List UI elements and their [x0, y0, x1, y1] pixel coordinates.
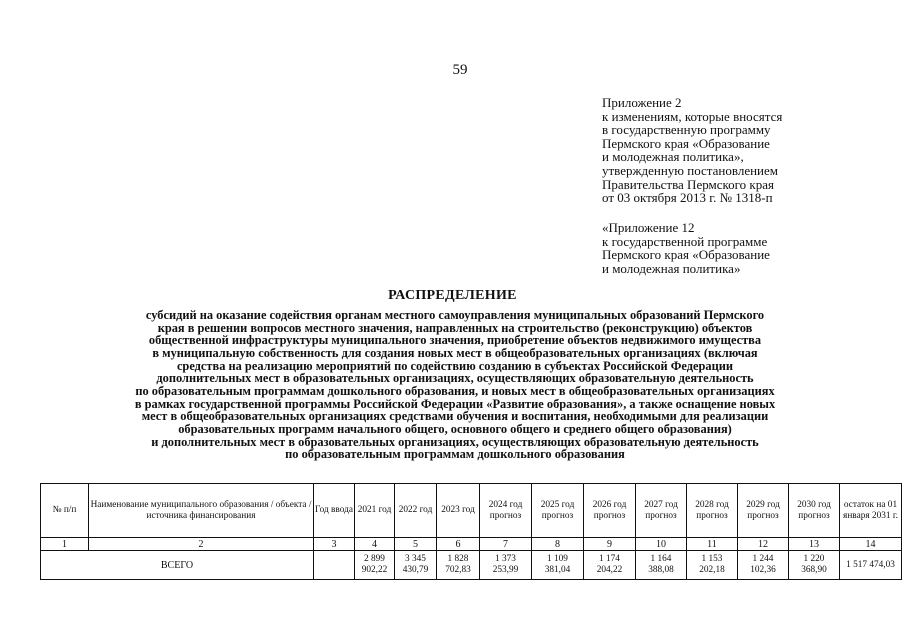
total-2025: [532, 551, 584, 580]
header-cell-2023: 2023 год: [437, 484, 480, 538]
column-number: 14: [840, 538, 902, 551]
quote-line: Пермского края «Образование: [602, 247, 770, 263]
column-number: 12: [738, 538, 789, 551]
quote-line: «Приложение 12: [602, 220, 695, 235]
total-2030: [789, 551, 840, 580]
total-2026-line2: 204,22: [596, 565, 623, 575]
header-cell-2028: 2028 год прогноз: [687, 484, 738, 538]
total-2027-line2: 388,08: [648, 565, 674, 575]
appendix-line: к изменениям, которые вносятся: [602, 108, 783, 124]
column-number: 4: [355, 538, 395, 551]
column-number: 13: [789, 538, 840, 551]
total-2030-line2: 368,90: [801, 565, 827, 575]
subtitle-line: мест в общеобразовательных организациях средствами обучения и воспитания, необходимыми для реализации: [141, 409, 769, 424]
column-number: 8: [532, 538, 584, 551]
total-2027-line1: 1 164: [650, 554, 672, 564]
column-number: 10: [636, 538, 687, 551]
header-cell-number: № п/п: [41, 484, 89, 538]
page-number: 59: [452, 62, 468, 78]
header-cell-remainder: остаток на 01 января 2031 г.: [840, 484, 902, 538]
total-2023-line1: 1 828: [447, 554, 469, 564]
total-label: ВСЕГО: [41, 551, 314, 580]
total-2029-line2: 102,36: [750, 565, 776, 575]
appendix-block: [602, 96, 782, 205]
document-title: РАСПРЕДЕЛЕНИЕ: [388, 288, 517, 303]
appendix-line: Пермского края «Образование: [602, 135, 770, 151]
column-number: 11: [687, 538, 738, 551]
total-2023: [437, 551, 480, 580]
total-2022-line2: 430,79: [402, 565, 429, 575]
total-2024: [480, 551, 532, 580]
subtitle-line: общественной инфраструктуры муниципального значения, приобретение объектов недвижимого имущества: [148, 333, 762, 348]
subtitle-line: средства на реализацию мероприятий по содействию созданию в субъектах Российской Федерации: [176, 358, 734, 373]
appendix-line: и молодежная политика»,: [602, 149, 744, 165]
subtitle-line: по образовательным программам дошкольного образования, и новых мест в общеобразовательных организациях: [135, 383, 775, 398]
table-header-row: [41, 484, 902, 538]
appendix-line: утвержденную постановлением: [602, 162, 779, 178]
column-number: 3: [314, 538, 355, 551]
total-year-input: [314, 551, 355, 580]
total-2021-line2: 902,22: [361, 565, 388, 575]
header-cell-name: Наименование муниципального образования / объекта / источника финансирования: [89, 484, 314, 538]
total-2023-line2: 702,83: [445, 565, 471, 575]
header-cell-2029: 2029 год прогноз: [738, 484, 789, 538]
total-2030-line1: 1 220: [803, 554, 825, 564]
subtitle-line: субсидий на оказание содействия органам местного самоуправления муниципальных образований Пермского: [145, 308, 765, 322]
column-number: 7: [480, 538, 532, 551]
subtitle-line: края в решении вопросов местного значения, направленных на строительство (реконструкцию) объектов: [157, 320, 753, 335]
header-cell-2025: 2025 год прогноз: [532, 484, 584, 538]
appendix-line: Правительства Пермского края: [602, 176, 774, 192]
column-number: 9: [584, 538, 636, 551]
column-number: 6: [437, 538, 480, 551]
total-2021: [355, 551, 395, 580]
total-2029-line1: 1 244: [752, 554, 774, 564]
subtitle-line: по образовательным программам дошкольного образования: [285, 447, 625, 462]
total-2024-line1: 1 373: [495, 554, 516, 564]
appendix-line: Приложение 2: [602, 95, 682, 110]
total-2025-line1: 1 109: [547, 554, 568, 564]
subtitle-line: и дополнительных мест в образовательных организациях, осуществляющих образовательную деятельность: [151, 434, 759, 449]
total-2022-line1: 3 345: [405, 554, 426, 564]
header-cell-2022: 2022 год: [395, 484, 437, 538]
quote-line: и молодежная политика»: [602, 260, 741, 276]
total-2028-line1: 1 153: [701, 554, 723, 564]
header-cell-2030: 2030 год прогноз: [789, 484, 840, 538]
total-2026: [584, 551, 636, 580]
total-2024-line2: 253,99: [492, 565, 519, 575]
quote-line: к государственной программе: [602, 233, 768, 249]
table-total-row: [41, 551, 902, 580]
column-number: 5: [395, 538, 437, 551]
appendix-line: от 03 октября 2013 г. № 1318-п: [602, 190, 773, 206]
distribution-table: [40, 483, 902, 580]
total-2021-line1: 2 899: [364, 554, 385, 564]
total-2027: [636, 551, 687, 580]
total-remainder: 1 517 474,03: [840, 551, 902, 580]
subtitle-line: в муниципальную собственность для создания новых мест в общеобразовательных организациях (включая: [152, 345, 758, 360]
subtitle-line: образовательных программ начального общего, основного общего и среднего общего образования): [178, 421, 732, 436]
column-number: 1: [41, 538, 89, 551]
subtitle-line: в рамках государственной программы Российской Федерации «Развитие образования», а также оснащение новых: [134, 396, 776, 411]
header-cell-2026: 2026 год прогноз: [584, 484, 636, 538]
total-2028-line2: 202,18: [699, 565, 725, 575]
quote-block: [602, 221, 770, 275]
table-column-numbers-row: [41, 538, 902, 551]
total-2022: [395, 551, 437, 580]
total-2026-line1: 1 174: [599, 554, 620, 564]
total-2028: [687, 551, 738, 580]
total-2025-line2: 381,04: [544, 565, 571, 575]
total-2029: [738, 551, 789, 580]
appendix-line: в государственную программу: [602, 122, 771, 138]
header-cell-2021: 2021 год: [355, 484, 395, 538]
header-cell-year-input: Год ввода: [314, 484, 355, 538]
document-subtitle: [52, 309, 858, 461]
header-cell-2024: 2024 год прогноз: [480, 484, 532, 538]
subtitle-line: дополнительных мест в образовательных организациях, осуществляющих образовательную деятельность: [156, 371, 754, 386]
column-number: 2: [89, 538, 314, 551]
header-cell-2027: 2027 год прогноз: [636, 484, 687, 538]
